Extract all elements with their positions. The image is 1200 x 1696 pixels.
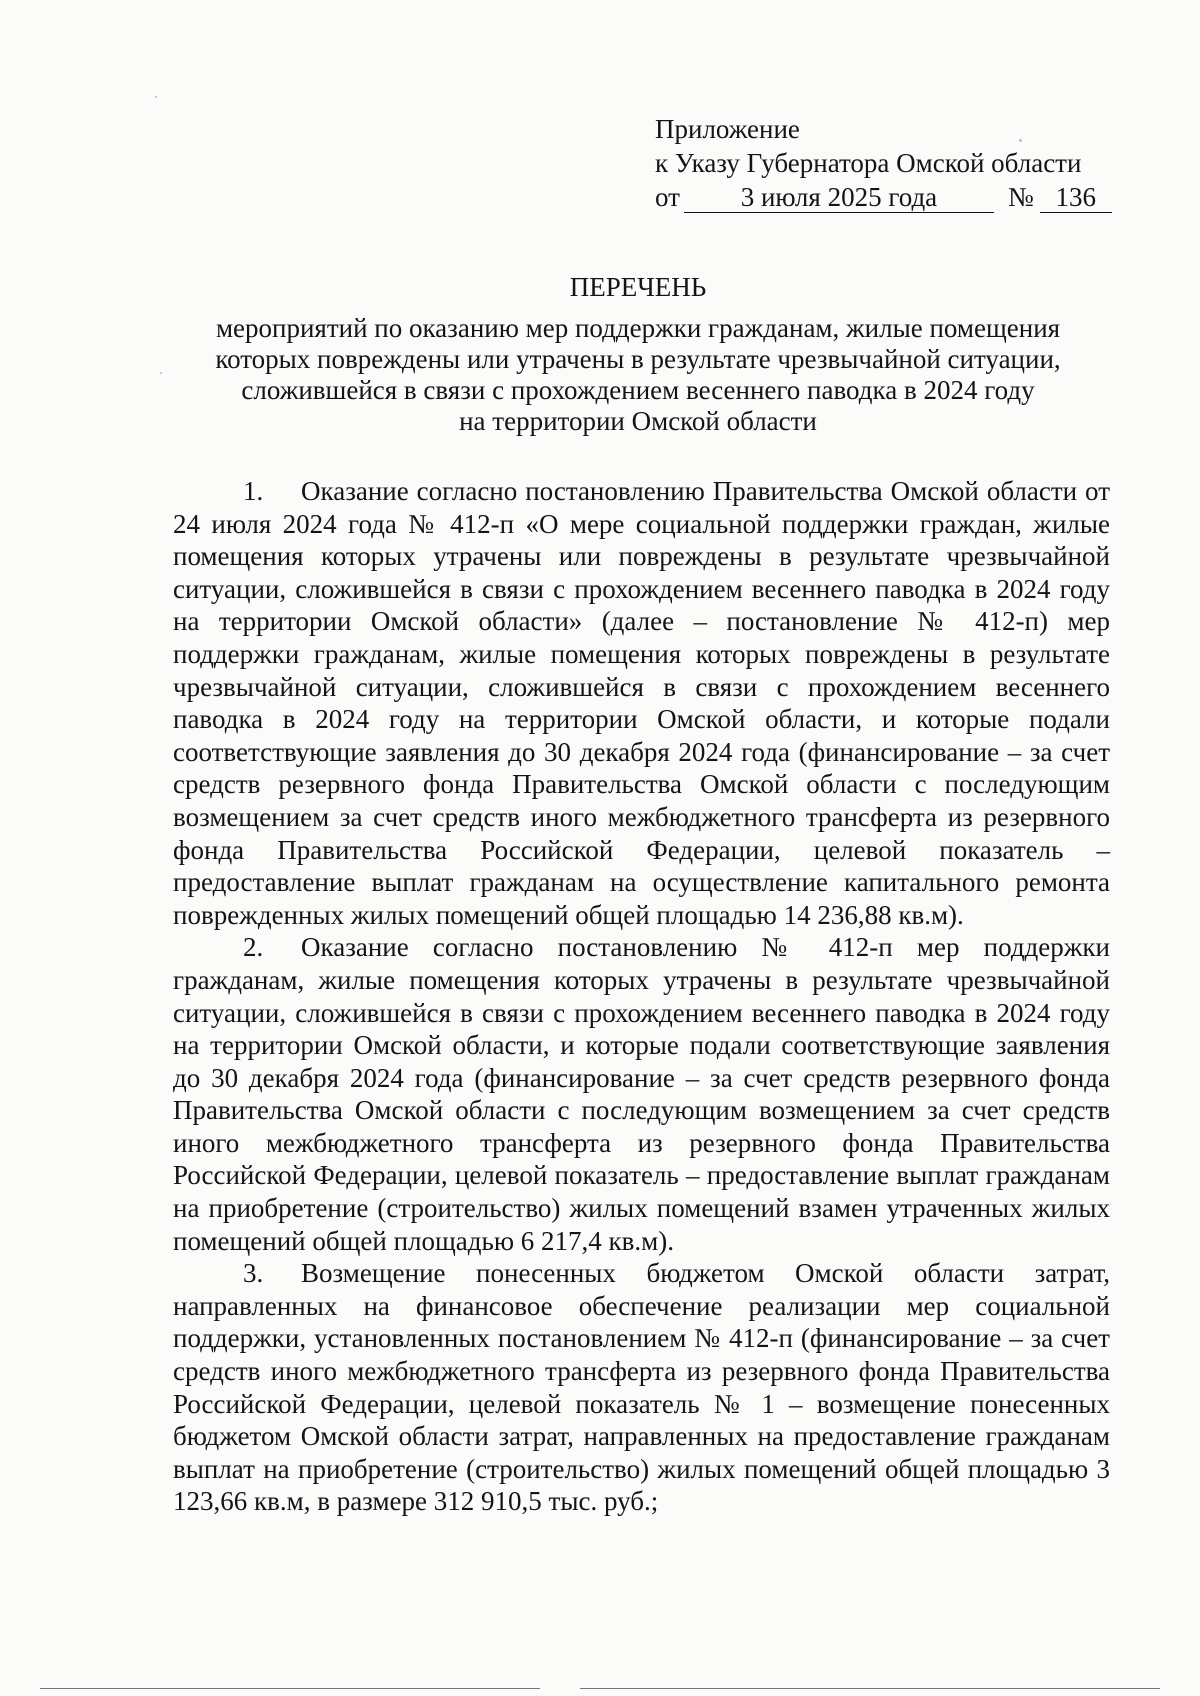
scan-speck xyxy=(155,96,157,98)
title-subtitle xyxy=(170,313,1106,437)
decree-date: 3 июля 2025 года xyxy=(684,182,994,213)
from-label: от xyxy=(655,182,680,212)
title-line: сложившейся в связи с прохождением весеннего паводка в 2024 году xyxy=(241,375,1035,405)
item-text: Оказание согласно постановлению Правительства Омской области от 24 июля 2024 года № 412-п «О мере социальной поддержки граждан, жилые помещения которых утрачены или повреждены в результате чрезвычайной ситуации, сложившейся в связи с прохождением весеннего паводка в 2024 году на территории Омской области» (далее – постановление № 412-п) мер поддержки гражданам, жилые помещения которых повреждены в результате чрезвычайной ситуации, сложившейся в связи с прохождением весеннего паводка в 2024 году на территории Омской области, и которые подали соответствующие заявления до 30 декабря 2024 года (финансирование – за счет средств резервного фонда Правительства Омской области с последующим возмещением за счет средств иного межбюджетного трансферта из резервного фонда Правительства Российской Федерации, целевой показатель – предоставление выплат гражданам на осуществление капитального ремонта поврежденных жилых помещений общей площадью 14 236,88 кв.м). xyxy=(173,476,1110,930)
list-item xyxy=(173,931,1110,1257)
list-item xyxy=(173,1257,1110,1518)
appendix-decree-ref: к Указу Губернатора Омской области xyxy=(655,148,1082,178)
title-main: ПЕРЕЧЕНЬ xyxy=(569,272,707,302)
scan-edge-line xyxy=(580,1688,1160,1689)
item-number: 2. xyxy=(243,932,264,963)
list-item xyxy=(173,475,1110,931)
title-line: на территории Омской области xyxy=(459,406,817,436)
item-text: Оказание согласно постановлению № 412-п мер поддержки гражданам, жилые помещения которых утрачены в результате чрезвычайной ситуации, сложившейся в связи с прохождением весеннего паводка в 2024 году на территории Омской области, и которые подали соответствующие заявления до 30 декабря 2024 года (финансирование – за счет средств резервного фонда Правительства Омской области с последующим возмещением за счет средств иного межбюджетного трансферта из резервного фонда Правительства Российской Федерации, целевой показатель – предоставление выплат гражданам на приобретение (строительство) жилых помещений взамен утраченных жилых помещений общей площадью 6 217,4 кв.м). xyxy=(173,932,1110,1256)
title-line: которых повреждены или утрачены в результате чрезвычайной ситуации, xyxy=(215,344,1061,374)
scan-edge-line xyxy=(40,1688,540,1689)
document-title xyxy=(170,272,1106,437)
measures-list xyxy=(173,475,1110,1518)
title-line: мероприятий по оказанию мер поддержки гражданам, жилые помещения xyxy=(215,313,1061,343)
appendix-label: Приложение xyxy=(655,114,800,144)
number-sign: № xyxy=(1007,182,1034,212)
scan-speck xyxy=(1019,139,1022,142)
decree-date-line xyxy=(655,180,1112,214)
appendix-header xyxy=(655,112,1112,214)
scan-speck xyxy=(160,372,162,374)
item-text: Возмещение понесенных бюджетом Омской области затрат, направленных на финансовое обеспечение реализации мер социальной поддержки, установленных постановлением № 412-п (финансирование – за счет средств иного межбюджетного трансферта из резервного фонда Правительства Российской Федерации, целевой показатель № 1 – возмещение понесенных бюджетом Омской области затрат, направленных на предоставление гражданам выплат на приобретение (строительство) жилых помещений общей площадью 3 123,66 кв.м, в размере 312 910,5 тыс. руб.; xyxy=(173,1258,1110,1517)
item-number: 3. xyxy=(243,1258,264,1289)
item-number: 1. xyxy=(243,476,264,506)
decree-number: 136 xyxy=(1040,182,1112,213)
